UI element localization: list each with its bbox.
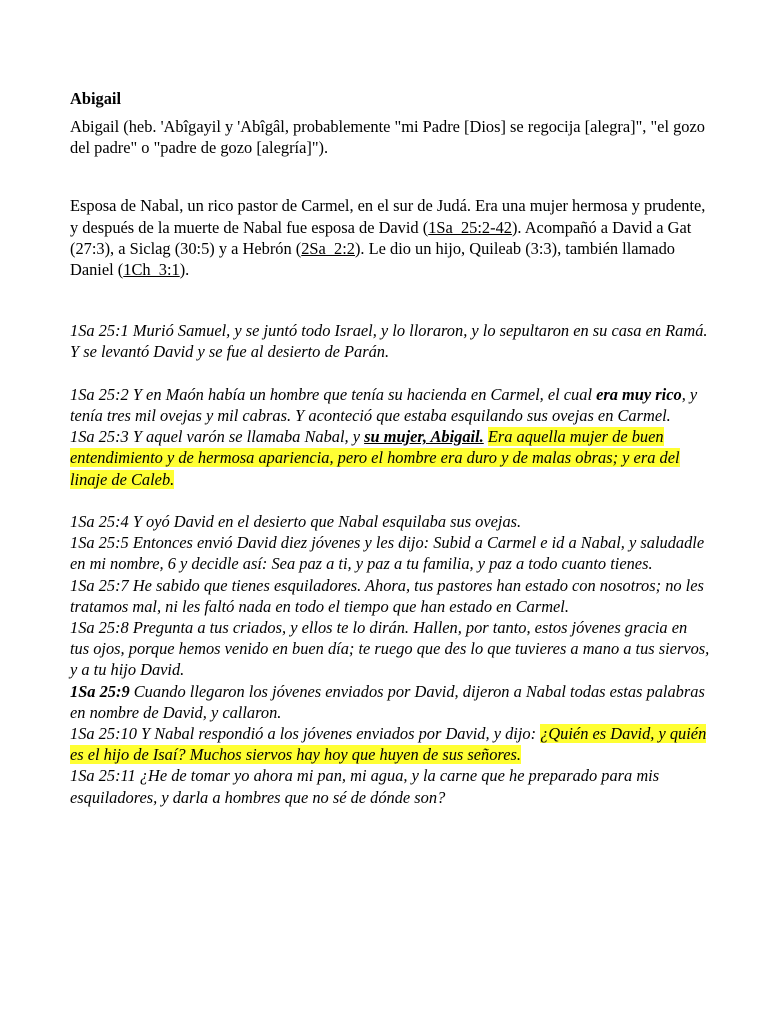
verse-1sa-25-3 xyxy=(70,426,710,490)
reference-link-1sa-25[interactable]: 1Sa_25:2-42 xyxy=(428,217,512,237)
bio-text-3: ). Le dio un hijo, Quileab (3:3), también llamado Daniel ( xyxy=(70,238,675,280)
bold-underlined-phrase: su mujer, Abigail. xyxy=(364,427,484,447)
verse-1sa-25-10 xyxy=(70,723,710,765)
verse-1sa-25-2 xyxy=(70,384,710,426)
reference-link-2sa-2[interactable]: 2Sa_2:2 xyxy=(301,238,355,258)
bio-text-2: ). Acompañó a David a Gat (27:3), a Siclag (30:5) y a Hebrón ( xyxy=(70,217,692,258)
verse-1sa-25-1: 1Sa 25:1 Murió Samuel, y se juntó todo Israel, y lo lloraron, y lo sepultaron en su casa en Ramá. xyxy=(70,321,708,341)
intro-paragraph: Abigail (heb. 'Abîgayil y 'Abîgâl, probablemente "mi Padre [Dios] se regocija [alegra]", "el gozo del padre" o "padre de gozo [alegría]"). xyxy=(70,117,705,158)
spacer xyxy=(70,363,710,384)
verse-1sa-25-11: 1Sa 25:11 ¿He de tomar yo ahora mi pan, mi agua, y la carne que he preparado para mis esquiladores, y darla a hombres que no sé de dónde son? xyxy=(70,766,660,807)
document-page xyxy=(70,88,710,808)
verse-1sa-25-8: 1Sa 25:8 Pregunta a tus criados, y ellos te lo dirán. Hallen, por tanto, estos jóvenes gracia en tus ojos, porque hemos venido en buen día; te ruego que des lo que tuvieres a mano a tus siervos, y a tu hijo David. xyxy=(70,618,710,680)
verse-1sa-25-9 xyxy=(70,681,710,723)
bio-text-4: ). xyxy=(179,260,190,280)
verse-text: 1Sa 25:2 Y en Maón había un hombre que tenía su hacienda en Carmel, el cual xyxy=(70,384,597,404)
spacer xyxy=(70,490,710,511)
verse-text: , y tenía tres mil ovejas y mil cabras. Y aconteció que estaba esquilando sus ovejas en Carmel. xyxy=(70,384,698,426)
verse-1sa-25-7: 1Sa 25:7 He sabido que tienes esquiladores. Ahora, tus pastores han estado con nosotros; no les tratamos mal, ni les faltó nada en todo el tiempo que han estado en Carmel. xyxy=(70,575,704,616)
highlighted-phrase: ¿Quién es David, y quién es el hijo de Isaí? Muchos siervos hay hoy que huyen de sus señores. xyxy=(70,724,707,765)
verse-text: 1Sa 25:3 Y aquel varón se llamaba Nabal, y xyxy=(70,427,365,447)
verse-text: Cuando llegaron los jóvenes enviados por David, dijeron a Nabal todas estas palabras en nombre de David, y callaron. xyxy=(70,681,705,722)
verse-1sa-25-4: 1Sa 25:4 Y oyó David en el desierto que Nabal esquilaba sus ovejas. xyxy=(70,512,522,532)
spacer xyxy=(70,158,710,195)
document-title: Abigail xyxy=(70,89,122,108)
verse-1sa-25-5: 1Sa 25:5 Entonces envió David diez jóvenes y les dijo: Subid a Carmel e id a Nabal, y saludadle en mi nombre, 6 y decidle así: Sea paz a ti, y paz a tu familia, y paz a todo cuanto tienes. xyxy=(70,533,705,574)
spacer xyxy=(70,280,710,320)
verse-text: 1Sa 25:10 Y Nabal respondió a los jóvenes enviados por David, y dijo: xyxy=(70,724,541,744)
bio-text-1: Esposa de Nabal, un rico pastor de Carmel, en el sur de Judá. Era una mujer hermosa y prudente, y después de la muerte de Nabal fue esposa de David ( xyxy=(70,196,706,237)
highlighted-phrase: Era aquella mujer de buen entendimiento y de hermosa apariencia, pero el hombre era duro y de malas obras; y era del linaje de Caleb. xyxy=(70,427,680,489)
reference-link-1ch-3[interactable]: 1Ch_3:1 xyxy=(123,260,180,280)
bold-phrase: era muy rico xyxy=(596,384,682,404)
verse-reference: 1Sa 25:9 xyxy=(70,681,130,701)
verse-1sa-25-1-continued: Y se levantó David y se fue al desierto de Parán. xyxy=(70,342,390,362)
bio-paragraph xyxy=(70,195,710,280)
